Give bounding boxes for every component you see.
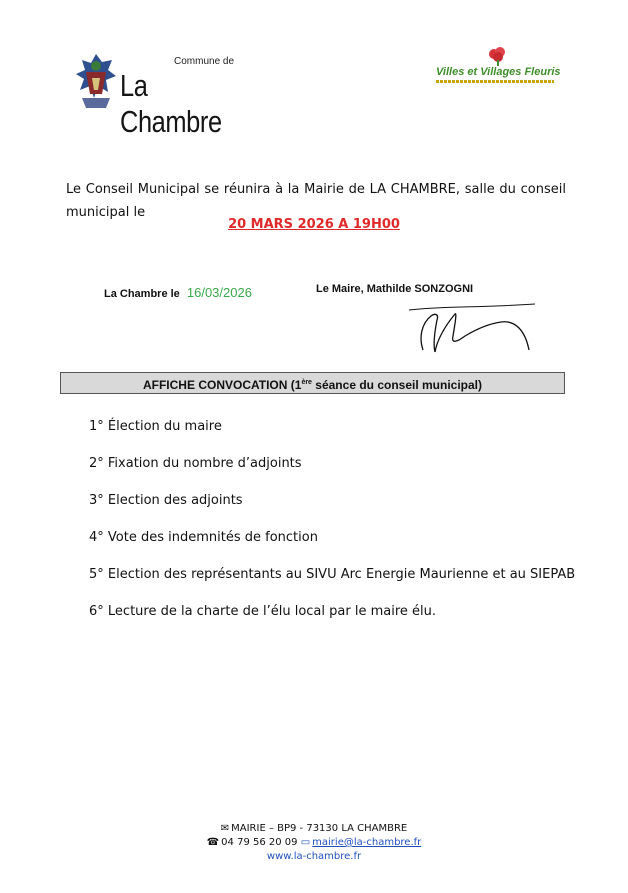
partner-subline	[436, 80, 554, 83]
footer-website-link[interactable]: www.la-chambre.fr	[266, 851, 362, 862]
banner-sup: ère	[301, 379, 312, 386]
footer-phone: 04 79 56 20 09	[221, 837, 298, 848]
logo-title: La Chambre	[120, 68, 222, 139]
agenda-item: 3° Election des adjoints	[89, 493, 243, 508]
logo-small-text: Commune de	[174, 56, 235, 67]
agenda-list	[89, 418, 575, 640]
agenda-item: 2° Fixation du nombre d’adjoints	[89, 456, 302, 471]
footer-web-line	[0, 850, 628, 864]
mayor-name: Le Maire, Mathilde SONZOGNI	[316, 283, 474, 295]
partner-label: Villes et Villages Fleuris	[436, 66, 561, 78]
envelope-icon: ✉	[220, 823, 230, 834]
commune-logo	[72, 52, 272, 139]
phone-icon: ☎	[206, 837, 220, 848]
agenda-item: 4° Vote des indemnités de fonction	[89, 530, 318, 545]
place-label: La Chambre le	[104, 288, 180, 300]
agenda-item: 1° Élection du maire	[89, 419, 222, 434]
footer-address-line	[0, 822, 628, 836]
footer-email-link[interactable]: mairie@la-chambre.fr	[312, 837, 422, 848]
issue-date: 16/03/2026	[186, 285, 252, 300]
convocation-banner	[60, 372, 565, 394]
mail-icon: ▭	[300, 837, 311, 848]
footer-contact-line	[0, 836, 628, 850]
footer	[0, 822, 628, 864]
banner-text-post: séance du conseil municipal)	[311, 378, 483, 392]
footer-address: MAIRIE – BP9 - 73130 LA CHAMBRE	[231, 823, 408, 834]
mayor-signature	[405, 300, 555, 365]
intro-text: Le Conseil Municipal se réunira à la Mairie de LA CHAMBRE, salle du conseil municipal le	[66, 182, 566, 220]
coat-of-arms-icon	[72, 52, 120, 110]
place-date-line	[104, 285, 252, 300]
banner-text-pre: AFFICHE CONVOCATION (1	[142, 378, 302, 392]
agenda-item: 6° Lecture de la charte de l’élu local par le maire élu.	[89, 604, 436, 619]
villes-villages-fleuris-logo	[432, 46, 561, 92]
flower-icon	[486, 46, 510, 66]
meeting-date: 20 MARS 2026 A 19H00	[228, 217, 400, 232]
agenda-item: 5° Election des représentants au SIVU Arc Energie Maurienne et au SIEPAB	[89, 567, 576, 582]
